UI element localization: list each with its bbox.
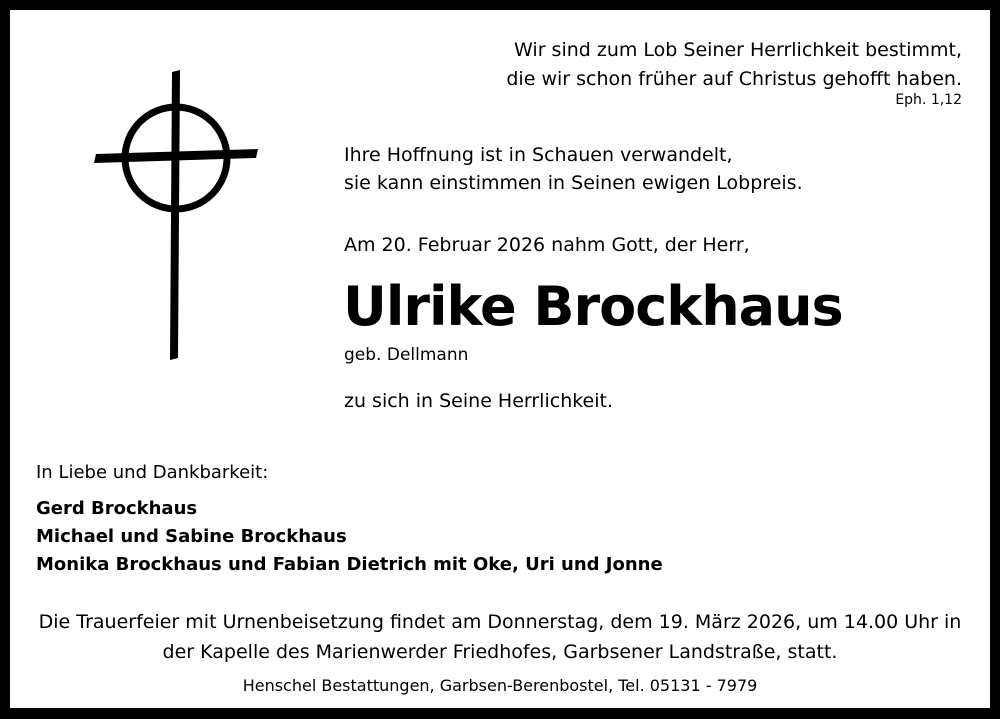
quote-reference: Eph. 1,12 [895, 92, 962, 108]
mourners-list [36, 495, 663, 579]
undertaker-info: Henschel Bestattungen, Garbsen-Berenbostel, Tel. 05131 - 7979 [242, 676, 758, 695]
service-line-2: der Kapelle des Marienwerder Friedhofes, Garbsener Landstraße, statt. [162, 641, 838, 663]
obituary-notice [10, 10, 990, 708]
announcement-intro: Am 20. Februar 2026 nahm Gott, der Herr, [344, 234, 750, 256]
funeral-service-info [10, 607, 990, 667]
birth-name: geb. Dellmann [344, 345, 469, 365]
hope-line-1: Ihre Hoffnung ist in Schauen verwandelt, [344, 144, 733, 166]
deceased-name: Ulrike Brockhaus [343, 275, 843, 338]
cross-icon [94, 70, 260, 362]
quote-line-1: Wir sind zum Lob Seiner Herrlichkeit bestimmt, [514, 39, 962, 61]
hope-text [344, 141, 803, 197]
mourners-heading: In Liebe und Dankbarkeit: [36, 462, 269, 483]
quote-line-2: die wir schon früher auf Christus gehofft haben. [506, 68, 962, 90]
mourner-name: Monika Brockhaus und Fabian Dietrich mit Oke, Uri und Jonne [36, 554, 663, 575]
mourner-name: Michael und Sabine Brockhaus [36, 526, 347, 547]
service-line-1: Die Trauerfeier mit Urnenbeisetzung findet am Donnerstag, dem 19. März 2026, um 14.00 Uhr in [38, 611, 962, 633]
mourner-name: Gerd Brockhaus [36, 498, 198, 519]
bible-quote [506, 36, 962, 94]
announcement-closing: zu sich in Seine Herrlichkeit. [344, 390, 614, 412]
hope-line-2: sie kann einstimmen in Seinen ewigen Lobpreis. [344, 172, 803, 194]
